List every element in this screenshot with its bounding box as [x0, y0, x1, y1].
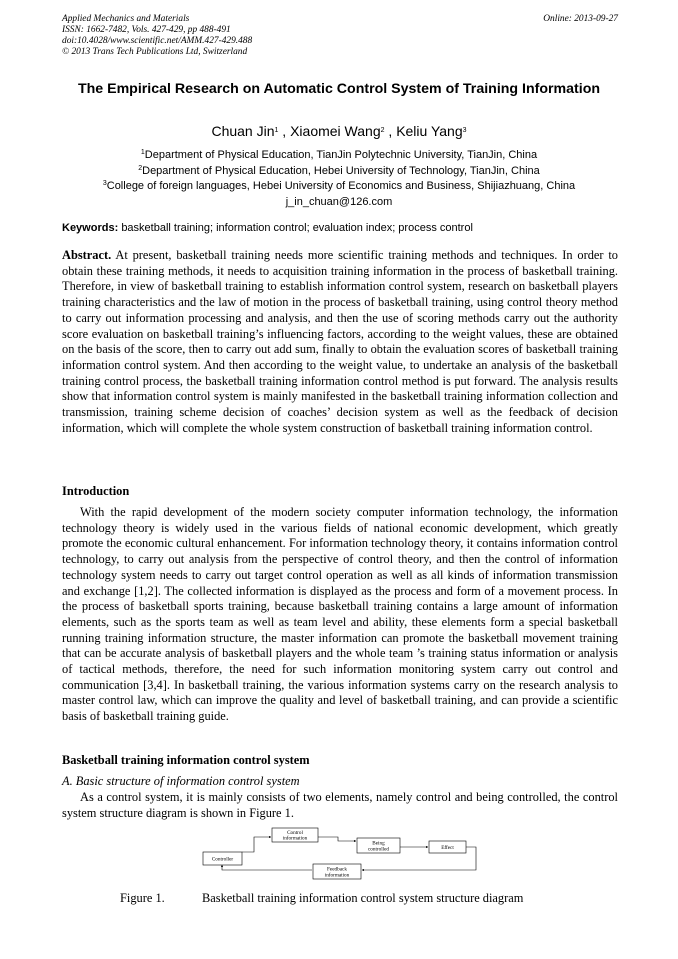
feedback-label-2: information: [324, 872, 350, 879]
author-sup: 3: [462, 127, 467, 134]
abstract-text: At present, basketball training needs more scientific training methods and techniques. In order to obtain these training methods, it needs to acquisition training information in the process of basketball training. Therefore, in view of basketball training to establish information control system, research on basketball players training characteristics and the law of motion in the process of basketball training, using control theory method to carry out information processing and analysis, and then the use of scoring methods carry out the authority score evaluation on basketball training’s influencing factors, according to the weight values, these are obtained on the basis of the score, then to carry out add sum, finally to obtain the evaluation scores of basketball training information control system. And then according to the weight value, to undertake an analysis of the basketball training control process, the basketball training information control method is put forward. The analysis results show that information control system is mainly manifested in the basketball training information collection and transmission, training scheme decision of coaches’ decision system as well as the feedback of decision information, which will complete the whole system construction of basketball training information control.: [62, 248, 618, 435]
figure1-caption: [120, 891, 620, 906]
email-address[interactable]: j_in_chuan@126.com: [285, 195, 393, 208]
figure-caption-text: Basketball training information control system structure diagram: [202, 891, 524, 905]
affiliation-sup: 3: [102, 180, 107, 187]
affiliation-text: Department of Physical Education, TianJin Polytechnic University, TianJin, China: [144, 149, 538, 161]
section-heading-introduction: Introduction: [62, 484, 130, 498]
abstract: [62, 248, 618, 436]
paper-title: The Empirical Research on Automatic Control System of Training Information: [77, 81, 601, 97]
affiliation-line: [62, 148, 616, 164]
figure1-diagram: [200, 826, 488, 886]
control-information-label-2: information: [282, 835, 308, 842]
affiliation-sup: 2: [138, 164, 143, 172]
abstract-label: Abstract.: [62, 248, 112, 262]
author-sup: 1: [274, 127, 279, 134]
affiliations: [62, 148, 616, 210]
being-controlled-label-1: Being: [372, 840, 385, 847]
being-controlled-label-2: controlled: [367, 846, 390, 853]
affiliation-line: [62, 179, 616, 195]
affiliation-line: [62, 164, 616, 180]
keywords-label: Keywords:: [62, 222, 119, 234]
affiliation-text: College of foreign languages, Hebei University of Economics and Business, Shijiazhuang, China: [106, 180, 576, 192]
subsection-heading: A. Basic structure of information control system: [62, 774, 300, 788]
keywords: [62, 221, 618, 235]
control-information-label-1: Control: [287, 829, 303, 836]
copyright-line: © 2013 Trans Tech Publications Ltd, Switzerland: [62, 47, 248, 57]
keywords-text: basketball training; information control; evaluation index; process control: [121, 222, 473, 234]
section2-paragraph: As a control system, it is mainly consists of two elements, namely control and being controlled, the control system structure diagram is shown in Figure 1.: [62, 790, 618, 820]
figure-number: Figure 1.: [120, 891, 165, 905]
journal-header: [62, 14, 618, 58]
feedback-label-1: Feedback: [327, 866, 347, 873]
doi-line: doi:10.4028/www.scientific.net/AMM.427-429.488: [62, 36, 253, 46]
effect-label: Effect: [441, 845, 454, 851]
author-name: Xiaomei Wang: [290, 123, 381, 139]
author-sup: 2: [380, 127, 385, 134]
introduction-paragraph: With the rapid development of the modern society computer information technology, the information technology theory is widely used in the various fields of national economic development, which greatly promote the economic cultural enhancement. For information technology theory, it contains information control technology, to carry out analysis from the perspective of control theory, and then the control of information technology system needs to carry out target control operation as well as all kinds of information transmission and exchange [1,2]. The collected information is displayed as the process and form of a movement process. In the process of basketball sports training, because basketball training contains a large amount of information elements, such as the sports team as well as team level and ability, these elements form a special basketball running training information structure, the master information can promote the basketball movement training that can be accurate analysis of basketball players and the whole team ’s training status information or analysis of tactical methods, therefore, the need for such information monitoring system carry out control and communication [3,4]. In basketball training, the various information systems carry on the research analysis to master control law, which can improve the quality and level of basketball training, and can provide a scientific basis of basketball training guide.: [62, 505, 618, 724]
author-name: Keliu Yang: [396, 123, 463, 139]
affiliation-sup: 1: [140, 149, 145, 156]
section-heading-control-system: Basketball training information control system: [62, 753, 310, 767]
affiliation-text: Department of Physical Education, Hebei University of Technology, TianJin, China: [142, 164, 540, 177]
journal-name: Applied Mechanics and Materials: [62, 14, 190, 24]
online-date: Online: 2013-09-27: [543, 14, 618, 24]
controller-label: Controller: [211, 856, 234, 863]
author-name: Chuan Jin: [211, 123, 275, 139]
issn-line: ISSN: 1662-7482, Vols. 427-429, pp 488-491: [62, 25, 231, 35]
author-list: Chuan Jin$^1$ , Xiaomei Wang$^2$ , Keliu Yang$^3$: [211, 123, 467, 139]
